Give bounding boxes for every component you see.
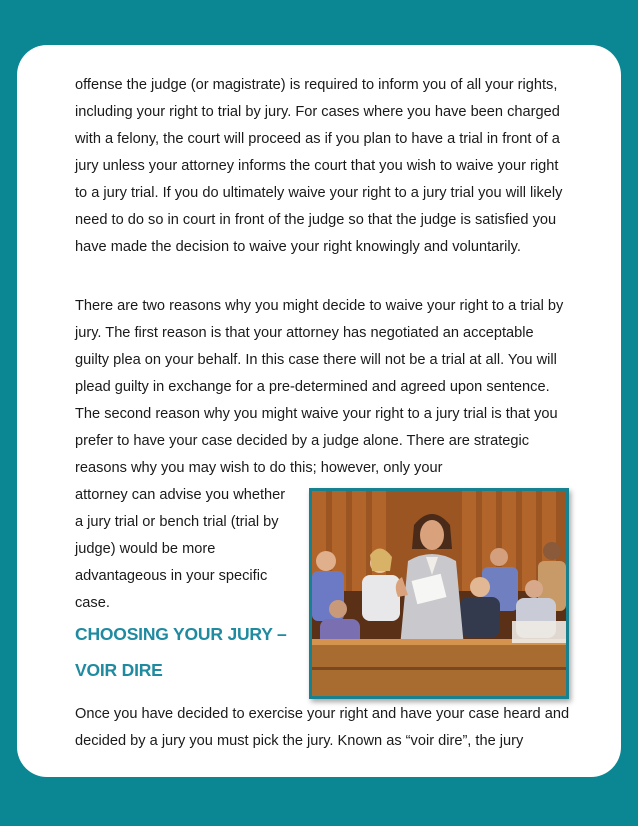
paragraph-rights: offense the judge (or magistrate) is required to inform you of all your rights, including your right to trial by jury. For cases where you have been charged with a felony, the court will proceed as if you plan to have a trial in front of a jury unless your attorney informs the court that you wish to waive your right to a jury trial. If you do ultimately waive your right to a jury trial you will likely need to do so in court in front of the judge so that the judge is satisfied you have made the decision to waive your right knowingly and voluntarily. [75,77,563,255]
section-heading-line2: VOIR DIRE [75,660,163,680]
paragraph-waive-reasons-continued: attorney can advise you whether a jury trial or bench trial (trial by judge) would be more advantageous in your specific case. [75,487,286,611]
courtroom-photo [309,488,569,699]
paragraph-voir-dire: Once you have decided to exercise your right and have your case heard and decided by a jury you must pick the jury. Known as “voir dire”, the jury [75,706,570,749]
paragraph-waive-reasons: There are two reasons why you might decide to waive your right to a trial by jury. The first reason is that your attorney has negotiated an acceptable guilty plea on your behalf. In this case there will not be a trial at all. You will plead guilty in exchange for a pre-determined and agreed upon sentence. The second reason why you might waive your right to a jury trial is that you prefer to have your case decided by a judge alone. There are strategic reasons why you may wish to do this; however, only your [75,298,564,476]
courtroom-illustration [312,491,566,696]
section-heading-line1: CHOOSING YOUR JURY – [75,624,287,644]
